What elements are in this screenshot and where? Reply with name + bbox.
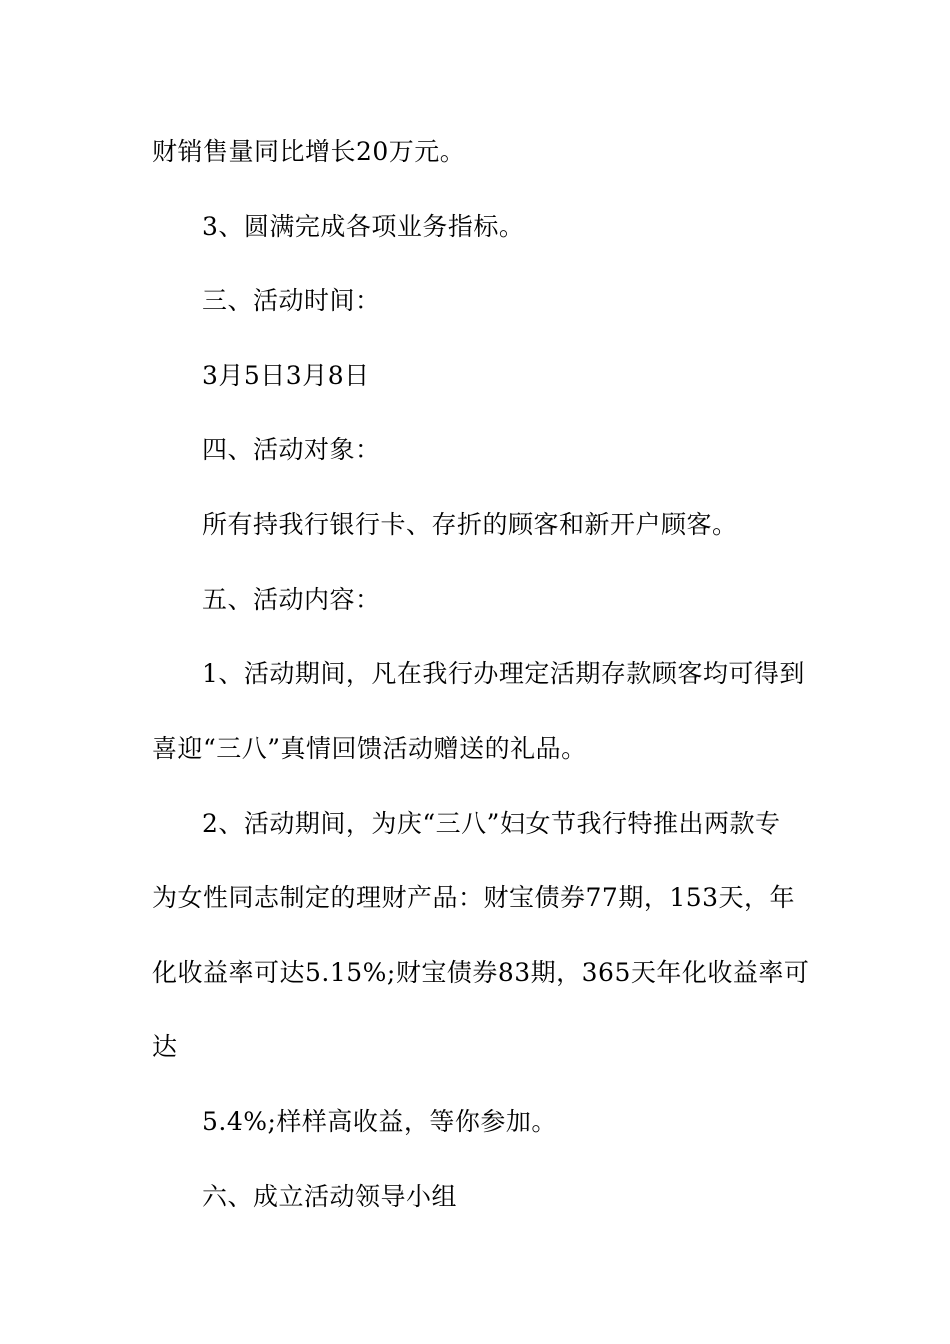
- text-line-content-2a: 2、活动期间，为庆“三八”妇女节我行特推出两款专: [202, 809, 781, 838]
- section-heading-leadership: 六、成立活动领导小组: [202, 1182, 458, 1211]
- section-heading-time: 三、活动时间：: [202, 286, 381, 315]
- text-line-dates: 3月5日3月8日: [202, 361, 370, 390]
- text-line-item-3: 3、圆满完成各项业务指标。: [202, 212, 525, 241]
- text-line-content-2d: 达: [152, 1032, 178, 1061]
- text-line-content-2b: 为女性同志制定的理财产品：财宝债券77期，153天，年: [152, 883, 796, 912]
- text-line-content-1a: 1、活动期间，凡在我行办理定活期存款顾客均可得到: [202, 659, 805, 688]
- text-line-content-2e: 5.4%;样样高收益，等你参加。: [202, 1107, 557, 1136]
- section-heading-content: 五、活动内容：: [202, 585, 381, 614]
- text-line-sales-growth: 财销售量同比增长20万元。: [152, 137, 466, 166]
- text-line-audience: 所有持我行银行卡、存折的顾客和新开户顾客。: [202, 510, 738, 539]
- text-line-content-2c: 化收益率可达5.15%;财宝债券83期，365天年化收益率可: [152, 958, 810, 987]
- text-line-content-1b: 喜迎“三八”真情回馈活动赠送的礼品。: [152, 734, 587, 763]
- section-heading-audience: 四、活动对象：: [202, 435, 381, 464]
